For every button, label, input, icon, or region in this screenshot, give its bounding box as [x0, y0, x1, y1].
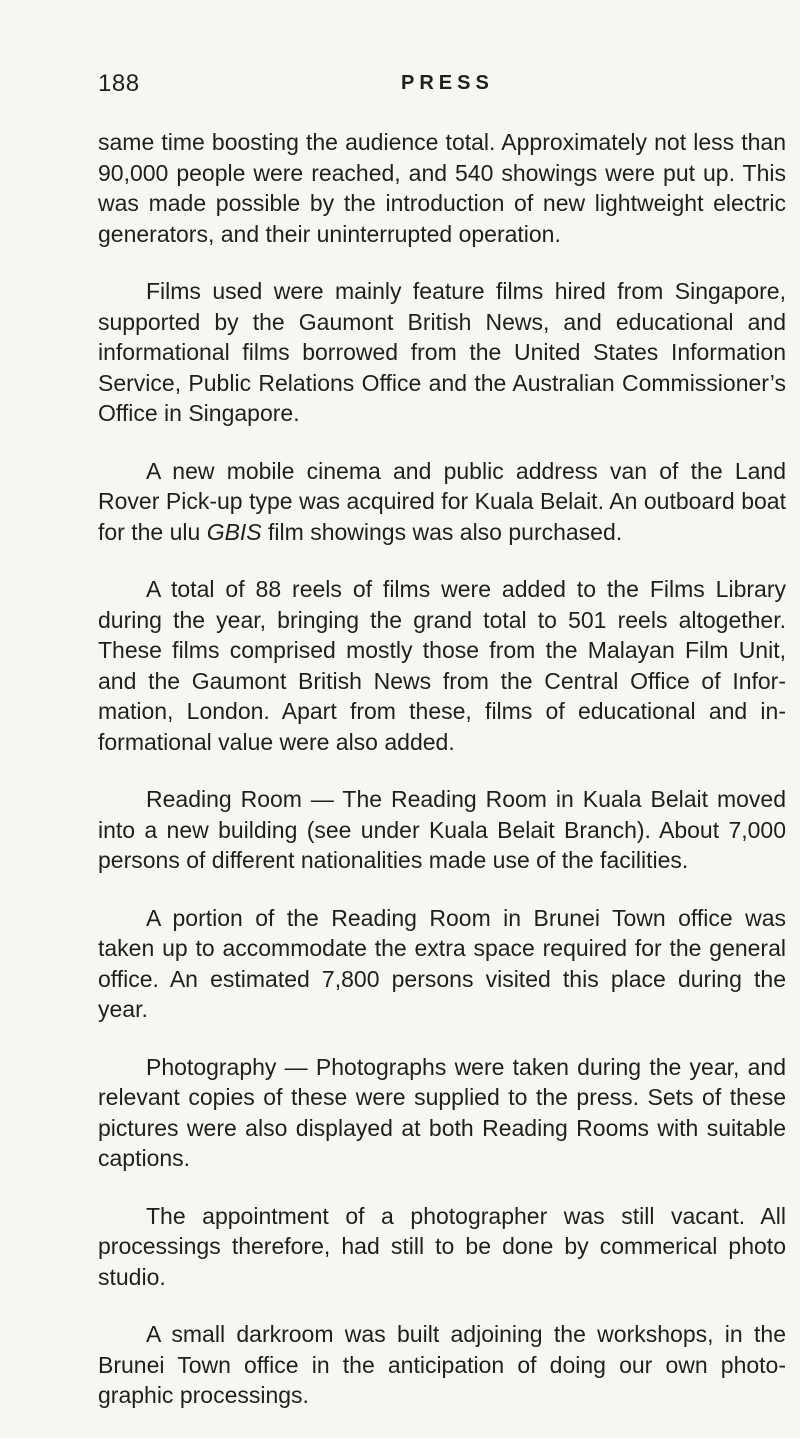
page-body: [98, 127, 786, 1438]
page-header: [98, 70, 800, 100]
italic-term: GBIS: [206, 518, 262, 545]
paragraph-text: film showings was also purchased.: [261, 518, 623, 545]
paragraph: Reading Room — The Reading Room in Kuala Belait moved into a new building (see under Kuala Belait Branch). About 7,000 persons of different nationalities made use of the facilities.: [98, 786, 786, 873]
running-head: PRESS: [401, 72, 494, 94]
paragraph: Photography — Photographs were taken during the year, and relevant copies of these were supplied to the press. Sets of these pictures were also displayed at both Reading Rooms with suitable captions.: [98, 1053, 786, 1171]
paragraph: same time boosting the audience total. Approximately not less than 90,000 people were reached, and 540 showings were put up. This was made possible by the introduction of new lightweight electric generators, and their uninterrupted operation.: [98, 129, 786, 247]
paragraph: Films used were mainly feature films hired from Singapore, supported by the Gaumont British News, and educational and informational films borrowed from the United States Information Service, Public Relations Office and the Australian Commissioner’s Office in Singapore.: [98, 278, 786, 426]
paragraph-text: A new mobile cinema and public address van of the Land Rover Pick-up type was acquired for Kuala Belait. An outboard boat for the ulu: [98, 457, 786, 545]
page-number: 188: [98, 70, 140, 97]
paragraph: A total of 88 reels of films were added to the Films Library during the year, bringing the grand total to 501 reels altogether. These films comprised mostly those from the Malayan Film Unit, and the Gaumont British News from the Central Office of Infor- mation, London. Apart from these, films of educational and in- formational value were also added.: [98, 576, 786, 755]
paragraph: The appointment of a photographer was still vacant. All processings therefore, had still to be done by commerical photo studio.: [98, 1202, 786, 1290]
paragraph: A portion of the Reading Room in Brunei Town office was taken up to accommodate the extra space required for the general office. An estimated 7,800 persons visited this place during the year.: [98, 904, 786, 1022]
paragraph: A small darkroom was built adjoining the workshops, in the Brunei Town office in the anticipation of doing our own photo- graphic processings.: [98, 1321, 786, 1408]
paragraph: [98, 456, 786, 548]
